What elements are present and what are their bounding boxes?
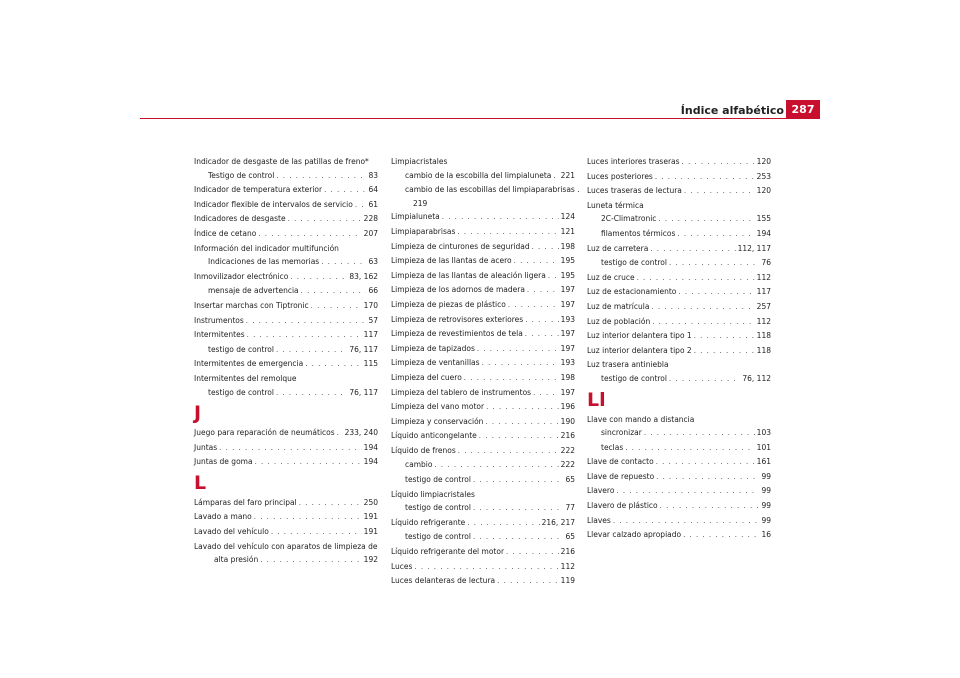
entry-text: Juntas	[194, 442, 218, 452]
entry-text: Indicador de temperatura exterior	[194, 185, 323, 195]
entry-page: 196	[560, 402, 575, 412]
entry-text: testigo de control	[405, 503, 471, 513]
entry-page: 120	[756, 157, 771, 166]
entry-page: 221	[560, 170, 575, 180]
entry-text: Limpieza de cinturones de seguridad	[391, 241, 530, 251]
index-entry	[391, 574, 575, 589]
entry-text: testigo de control	[601, 258, 667, 268]
index-column-1	[194, 155, 378, 568]
index-entry: Indicador de desgaste de las patillas de freno*	[194, 157, 369, 166]
entry-page: 112	[756, 272, 771, 282]
entry-page: 120	[756, 186, 771, 196]
entry-text: Líquido de frenos	[391, 445, 456, 455]
index-entry	[194, 441, 378, 456]
entry-page: 194	[756, 228, 771, 238]
entry-text: Juego para reparación de neumáticos	[194, 428, 335, 438]
entry-page: 257	[756, 301, 771, 311]
entry-text: Instrumentos	[194, 315, 244, 325]
index-column-2	[391, 155, 580, 589]
entry-text: Limpieza de ventanillas	[391, 358, 480, 368]
entry-text: testigo de control	[208, 344, 274, 354]
entry-page: 191	[363, 527, 378, 537]
entry-page: 16	[761, 530, 771, 540]
entry-text: Luces traseras de lectura	[587, 186, 682, 196]
index-entry	[587, 315, 771, 330]
entry-page: 161	[756, 457, 771, 467]
entry-text: Llave de contacto	[587, 457, 654, 467]
index-entry	[194, 525, 378, 540]
index-entry	[391, 545, 575, 560]
entry-text: Limpieza de las llantas de aleación ligera	[391, 270, 546, 280]
index-entry	[391, 313, 575, 328]
index-entry: Intermitentes del remolque	[194, 373, 297, 383]
index-entry	[391, 429, 575, 444]
entry-page: 193	[560, 314, 575, 324]
entry-text: Lavado a mano	[194, 512, 252, 522]
entry-page: 112, 117	[737, 243, 771, 253]
entry-page: 117	[363, 330, 378, 340]
entry-page: 253	[756, 171, 771, 181]
entry-page: 192	[363, 555, 378, 565]
entry-text: alta presión	[214, 555, 259, 565]
entry-page: 121	[560, 226, 575, 236]
entry-page: 222	[560, 445, 575, 455]
index-entry	[587, 344, 771, 359]
entry-text: cambio de la escobilla del limpialuneta	[405, 170, 552, 180]
index-entry	[391, 254, 575, 269]
entry-text: Limpialuneta	[391, 212, 440, 222]
index-entry	[194, 455, 378, 470]
entry-page: 115	[363, 359, 378, 369]
index-entry	[391, 386, 575, 401]
entry-text: Limpieza del tablero de instrumentos	[391, 387, 532, 397]
section-letter-l: L	[194, 471, 207, 494]
index-entry	[194, 270, 378, 285]
entry-text: testigo de control	[208, 387, 274, 397]
entry-text: Limpieza de tapizados	[391, 343, 475, 353]
index-subentry	[194, 284, 378, 299]
entry-text: Líquido anticongelante	[391, 431, 477, 441]
index-subentry	[391, 501, 575, 516]
index-entry	[587, 155, 771, 170]
entry-page: 64	[368, 185, 378, 195]
index-entry	[587, 484, 771, 499]
entry-text: testigo de control	[405, 475, 471, 485]
index-entry	[587, 528, 771, 543]
index-entry: Líquido limpiacristales	[391, 489, 475, 499]
entry-page: 194	[363, 457, 378, 467]
index-subentry	[391, 530, 575, 545]
entry-text: Indicaciones de las memorias	[208, 257, 320, 267]
index-subentry	[194, 255, 378, 270]
entry-page: 197	[560, 329, 575, 339]
entry-text: Limpieza del vano motor	[391, 402, 485, 412]
index-subentry	[194, 343, 378, 358]
entry-page: 112	[756, 316, 771, 326]
entry-page: 57	[368, 315, 378, 325]
entry-page: 197	[560, 343, 575, 353]
index-subentry	[391, 169, 575, 184]
entry-page: 99	[761, 501, 771, 511]
entry-text: Intermitentes	[194, 330, 245, 340]
index-entry	[194, 426, 378, 441]
index-entry	[391, 327, 575, 342]
index-entry	[391, 560, 575, 575]
entry-text: mensaje de advertencia	[208, 286, 299, 296]
index-entry: Luneta térmica	[587, 200, 644, 210]
entry-page: 219	[413, 198, 428, 208]
entry-page: 216, 217	[541, 517, 575, 527]
page-number: 287	[786, 100, 820, 119]
index-entry: Luz trasera antiniebla	[587, 360, 669, 370]
entry-page: 76	[761, 258, 771, 268]
entry-text: Insertar marchas con Tiptronic	[194, 300, 309, 310]
entry-page: 112	[560, 561, 575, 571]
entry-text: Intermitentes de emergencia	[194, 359, 304, 369]
entry-text: Limpieza de retrovisores exteriores	[391, 314, 524, 324]
entry-page: 207	[363, 228, 378, 238]
index-entry	[194, 328, 378, 343]
entry-page: 197	[560, 285, 575, 295]
index-entry	[194, 510, 378, 525]
index-entry: Llave con mando a distancia	[587, 414, 695, 424]
entry-page: 77	[565, 503, 575, 513]
entry-text: Líquido refrigerante del motor	[391, 547, 505, 557]
index-entry	[587, 329, 771, 344]
entry-text: Luz interior delantera tipo 2	[587, 345, 692, 355]
index-entry	[194, 299, 378, 314]
entry-page: 101	[756, 442, 771, 452]
entry-text: Llavero de plástico	[587, 501, 658, 511]
entry-text: Llave de repuesto	[587, 471, 655, 481]
entry-page: 118	[756, 345, 771, 355]
entry-text: 2C-Climatronic	[601, 214, 657, 224]
entry-page: 190	[560, 416, 575, 426]
entry-text: sincronizar	[601, 428, 642, 438]
entry-page: 195	[560, 270, 575, 280]
index-entry	[587, 499, 771, 514]
entry-page: 198	[560, 241, 575, 251]
entry-text: filamentos térmicos	[601, 228, 676, 238]
entry-page: 99	[761, 471, 771, 481]
entry-page: 63	[368, 257, 378, 267]
entry-text: Llevar calzado apropiado	[587, 530, 682, 540]
entry-page: 83, 162	[349, 271, 378, 281]
entry-text: Luz interior delantera tipo 1	[587, 331, 692, 341]
index-entry	[194, 198, 378, 213]
index-subentry	[194, 553, 378, 568]
index-entry	[587, 242, 771, 257]
index-entry	[391, 516, 575, 531]
index-entry	[391, 283, 575, 298]
entry-page: 222	[560, 460, 575, 470]
entry-text: Juntas de goma	[194, 457, 253, 467]
index-subentry	[587, 212, 771, 227]
entry-text: Líquido refrigerante	[391, 517, 466, 527]
index-entry: Limpiacristales	[391, 157, 448, 166]
index-subentry	[391, 473, 575, 488]
entry-text: testigo de control	[601, 373, 667, 383]
index-entry	[391, 356, 575, 371]
index-subentry	[587, 372, 771, 387]
section-title: Índice alfabético	[680, 104, 784, 117]
entry-text: Índice de cetano	[194, 228, 257, 238]
index-subentry	[587, 426, 771, 441]
index-entry	[587, 170, 771, 185]
index-entry	[391, 371, 575, 386]
index-entry	[587, 455, 771, 470]
entry-text: Limpiaparabrisas	[391, 226, 456, 236]
entry-text: Limpieza de los adornos de madera	[391, 285, 525, 295]
entry-page: 197	[560, 387, 575, 397]
entry-page: 198	[560, 372, 575, 382]
entry-page: 195	[560, 256, 575, 266]
index-entry	[391, 225, 575, 240]
entry-text: Llaves	[587, 515, 611, 525]
entry-page: 99	[761, 515, 771, 525]
section-letter-j: J	[194, 402, 202, 425]
index-subentry: cambio de las escobillas del limpiaparabrisas .	[405, 185, 580, 195]
index-entry	[391, 210, 575, 225]
entry-page: 66	[368, 286, 378, 296]
entry-text: testigo de control	[405, 532, 471, 542]
entry-page: 76, 112	[742, 373, 771, 383]
entry-page: 76, 117	[349, 387, 378, 397]
index-entry	[587, 470, 771, 485]
entry-page: 197	[560, 299, 575, 309]
entry-text: Inmovilizador electrónico	[194, 271, 289, 281]
entry-page: 191	[363, 512, 378, 522]
entry-page: 124	[560, 212, 575, 222]
entry-page: 216	[560, 431, 575, 441]
entry-text: Limpieza del cuero	[391, 372, 462, 382]
index-entry: Información del indicador multifunción	[194, 243, 339, 253]
entry-page: 194	[363, 442, 378, 452]
entry-page: 117	[756, 287, 771, 297]
entry-page: 65	[565, 475, 575, 485]
index-entry	[194, 212, 378, 227]
entry-page: 228	[363, 214, 378, 224]
section-letter-ll: Ll	[587, 388, 606, 411]
index-subentry	[587, 441, 771, 456]
entry-text: Luces delanteras de lectura	[391, 576, 496, 586]
header-rule	[140, 118, 820, 119]
entry-page: 83	[368, 170, 378, 180]
entry-page: 216	[560, 547, 575, 557]
index-subentry	[587, 227, 771, 242]
index-entry: Lavado del vehículo con aparatos de limpieza de	[194, 541, 378, 551]
entry-text: teclas	[601, 442, 624, 452]
entry-text: Indicadores de desgaste	[194, 214, 286, 224]
entry-page: 99	[761, 486, 771, 496]
index-subentry	[391, 458, 575, 473]
index-entry	[391, 444, 575, 459]
entry-page: 103	[756, 428, 771, 438]
entry-text: Lámparas del faro principal	[194, 497, 297, 507]
entry-page: 193	[560, 358, 575, 368]
index-entry	[391, 240, 575, 255]
entry-text: Limpieza y conservación	[391, 416, 484, 426]
entry-page: 65	[565, 532, 575, 542]
index-entry	[391, 342, 575, 357]
index-entry	[391, 400, 575, 415]
index-subentry	[194, 386, 378, 401]
index-entry	[194, 357, 378, 372]
entry-text: Luz de matrícula	[587, 301, 650, 311]
entry-page: 170	[363, 300, 378, 310]
index-entry	[587, 184, 771, 199]
index-entry	[194, 183, 378, 198]
entry-text: Limpieza de piezas de plástico	[391, 299, 506, 309]
index-subentry	[587, 256, 771, 271]
entry-page: 233, 240	[344, 428, 378, 438]
index-column-3	[587, 155, 771, 543]
entry-page: 155	[756, 214, 771, 224]
index-subentry	[194, 169, 378, 184]
index-entry	[194, 227, 378, 242]
index-entry	[587, 285, 771, 300]
entry-page: 119	[560, 576, 575, 586]
index-entry	[194, 314, 378, 329]
entry-text: Luz de población	[587, 316, 651, 326]
entry-text: Luces posteriores	[587, 171, 653, 181]
entry-page: 250	[363, 497, 378, 507]
entry-text: Limpieza de revestimientos de tela	[391, 329, 523, 339]
entry-text: Luces	[391, 561, 413, 571]
entry-page: 61	[368, 199, 378, 209]
entry-text: Luz de estacionamiento	[587, 287, 677, 297]
entry-text: Luz de cruce	[587, 272, 635, 282]
entry-text: Indicador flexible de intervalos de servicio	[194, 199, 353, 209]
entry-text: Lavado del vehículo	[194, 527, 269, 537]
entry-text: Testigo de control	[208, 170, 275, 180]
entry-text: Limpieza de las llantas de acero	[391, 256, 512, 266]
index-entry	[391, 298, 575, 313]
entry-text: Llavero	[587, 486, 615, 496]
index-entry	[194, 496, 378, 511]
entry-text: cambio	[405, 460, 433, 470]
index-entry	[587, 300, 771, 315]
index-entry	[587, 271, 771, 286]
index-entry	[391, 415, 575, 430]
index-entry	[587, 514, 771, 529]
index-entry	[391, 269, 575, 284]
entry-page: 76, 117	[349, 344, 378, 354]
entry-page: 118	[756, 331, 771, 341]
entry-text: Luces interiores traseras	[587, 157, 680, 166]
entry-text: Luz de carretera	[587, 243, 649, 253]
